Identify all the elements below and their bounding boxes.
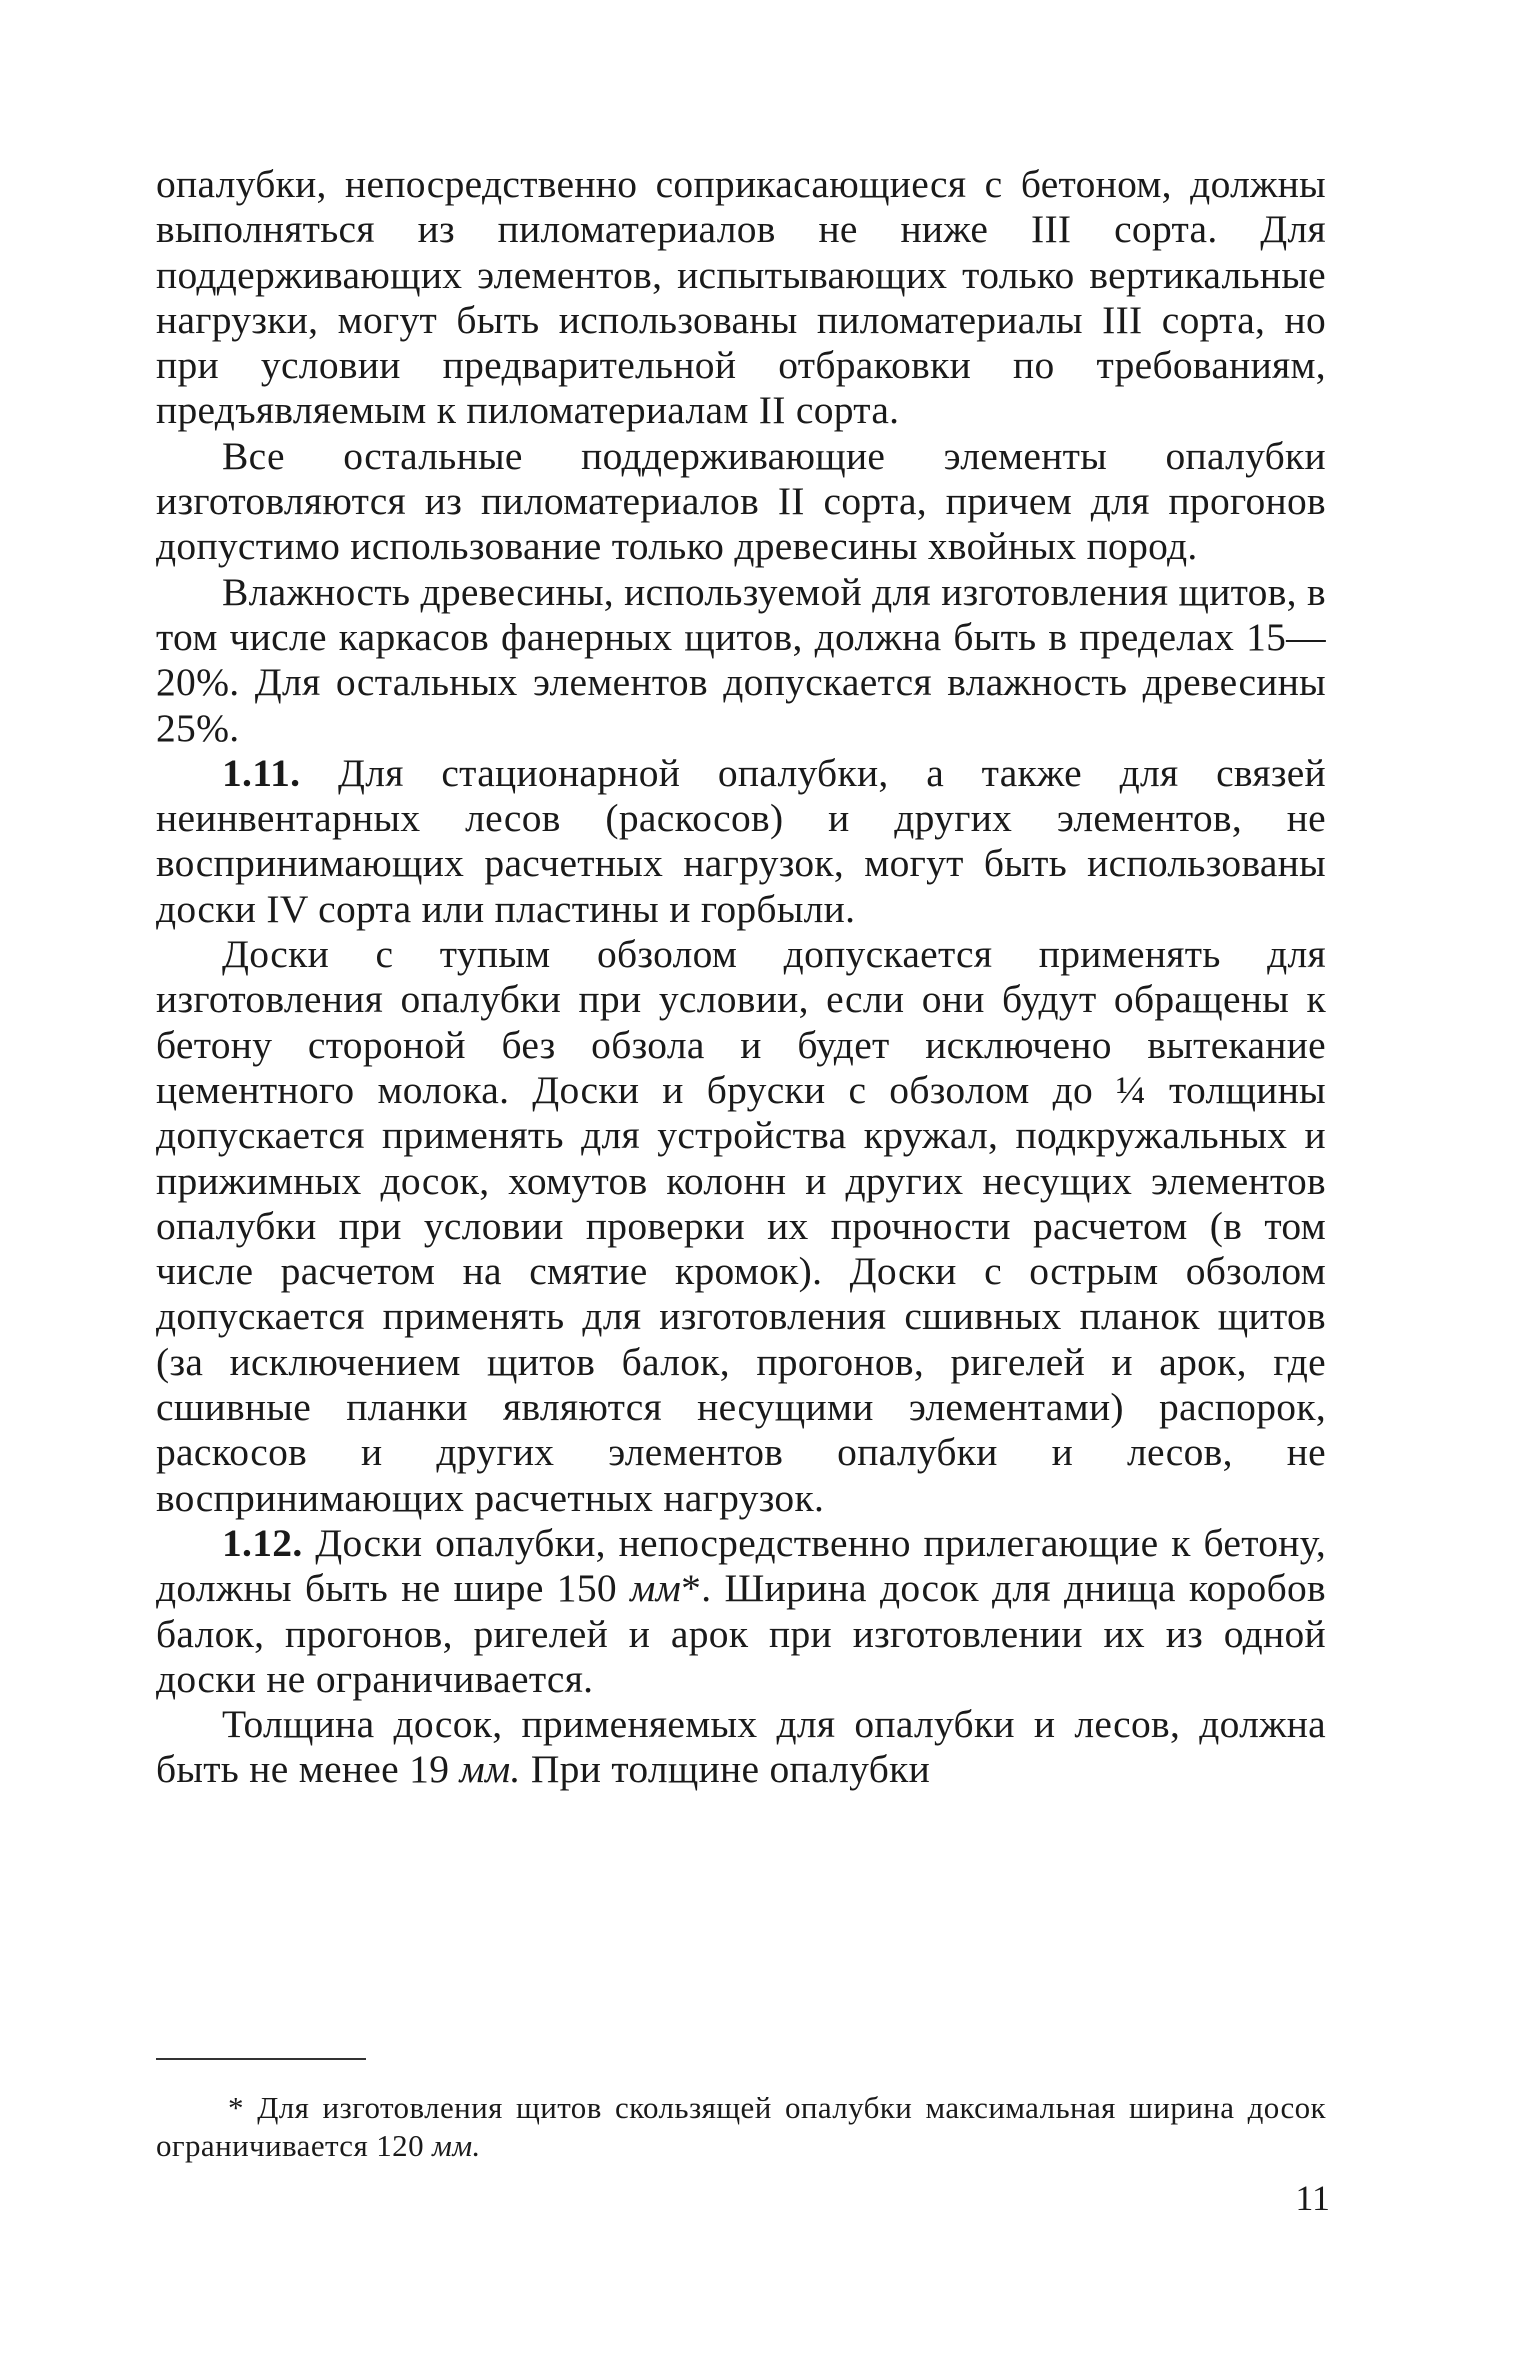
- paragraph-5-text-b: толщины допускается применять для устройства кружал, подкружальных и прижимных досок, хомутов колонн и других несущих элементов опалубки при условии проверки их прочности расчетом (в том числе расчетом на смятие кромок). Доски с острым обзолом допускается применять для изготовления сшивных планок щитов (за исключением щитов балок, прогонов, ригелей и арок, где сшивные планки являются несущими элементами) распорок, раскосов и других элементов опалубки и лесов, не воспринимающих расчетных нагрузок.: [156, 1067, 1326, 1520]
- page-number: 11: [1295, 2178, 1330, 2218]
- paragraph-1: [156, 162, 1326, 434]
- paragraph-7-text-b: При толщине опалубки: [530, 1747, 931, 1792]
- fraction-one-quarter: ¼: [1116, 1067, 1146, 1112]
- unit-mm-2: мм.: [459, 1747, 521, 1792]
- body-text: [156, 162, 1326, 1793]
- section-1-11: [156, 751, 1326, 932]
- footnote-mark: *: [228, 2090, 244, 2125]
- footnote-text: Для изготовления щитов скользящей опалубки максимальная ширина досок ограничивается 120: [156, 2090, 1326, 2163]
- footnote-unit: мм.: [432, 2128, 481, 2163]
- section-number-1-11: 1.11.: [222, 750, 301, 795]
- paragraph-3-text: Влажность древесины, используемой для изготовления щитов, в том числе каркасов фанерных щитов, должна быть в пределах 15—20%. Для остальных элементов допускается влажность древесины 25%.: [156, 569, 1326, 750]
- paragraph-1-text: опалубки, непосредственно соприкасающиеся с бетоном, должны выполняться из пиломатериалов не ниже III сорта. Для поддерживающих элементов, испытывающих только вертикальные нагрузки, могут быть использованы пиломатериалы III сорта, но при условии предварительной отбраковки по требованиям, предъявляемым к пиломатериалам II сорта.: [156, 162, 1326, 433]
- footnote: [156, 2089, 1326, 2165]
- section-1-12-text-a: Доски опалубки, непосредственно прилегающие к бетону, должны быть не шире 150: [156, 1520, 1326, 1611]
- footnote-reference-mark: *: [681, 1566, 702, 1611]
- paragraph-2-text: Все остальные поддерживающие элементы опалубки изготовляются из пиломатериалов II сорта, причем для прогонов допустимо использование только древесины хвойных пород.: [156, 433, 1326, 569]
- section-1-11-text: Для стационарной опалубки, а также для связей неинвентарных лесов (раскосов) и других элементов, не воспринимающих расчетных нагрузок, могут быть использованы доски IV сорта или пластины и горбыли.: [156, 750, 1326, 931]
- footnote-divider: [156, 2058, 366, 2060]
- paragraph-3: [156, 570, 1326, 751]
- unit-mm: мм: [630, 1566, 682, 1611]
- paragraph-5-text-a: Доски с тупым обзолом допускается применять для изготовления опалубки при условии, если они будут обращены к бетону стороной без обзола и будет исключено вытекание цементного молока. Доски и бруски с обзолом до: [156, 932, 1326, 1112]
- paragraph-2: [156, 434, 1326, 570]
- paragraph-5: [156, 932, 1326, 1521]
- section-1-12: [156, 1521, 1326, 1702]
- section-number-1-12: 1.12.: [222, 1520, 303, 1565]
- paragraph-7-text-a: Толщина досок, применяемых для опалубки и лесов, должна быть не менее 19: [156, 1702, 1326, 1792]
- section-1-12-text-b: . Ширина досок для днища коробов балок, прогонов, ригелей и арок при изготовлении их из одной доски не ограничивается.: [156, 1566, 1327, 1701]
- paragraph-7: [156, 1702, 1326, 1793]
- page-body: [156, 162, 1326, 1793]
